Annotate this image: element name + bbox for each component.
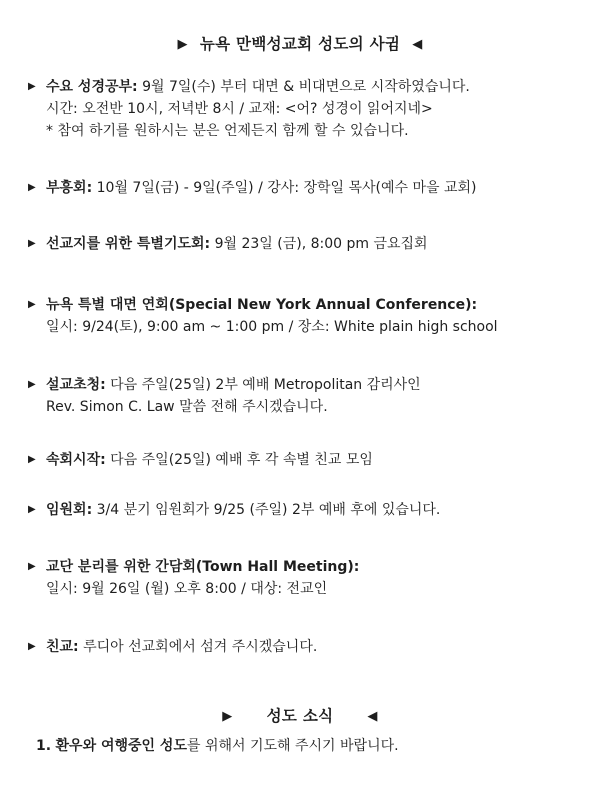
announcement-label: 친교: [46,639,79,655]
announcement-text: 일시: 9월 26일 (월) 오후 8:00 / 대상: 전교인 [46,581,328,597]
bullet-icon: ▶ [28,299,36,310]
bullet-icon: ▶ [28,561,36,572]
bullet-icon: ▶ [28,454,36,465]
announcement-text: Rev. Simon C. Law 말씀 전해 주시겠습니다. [46,399,328,415]
announcement-text: 9월 23일 (금), 8:00 pm 금요집회 [214,236,428,252]
section-title: 성도 소식 [266,707,334,725]
announcement-text: 루디아 선교회에서 섬겨 주시겠습니다. [83,639,318,655]
announcement-text: 일시: 9/24(토), 9:00 am ~ 1:00 pm / 장소: White plain high school [46,319,498,335]
announcement-text: 3/4 분기 임원회가 9/25 (주일) 2부 예배 후에 있습니다. [96,502,441,518]
announcement-label: 속회시작: [46,452,106,468]
news-text: 를 위해서 기도해 주시기 바랍니다. [186,738,399,754]
bullet-icon: ▶ [28,182,36,193]
announcement-text: 시간: 오전반 10시, 저녁반 8시 / 교재: <어? 성경이 읽어지네> [46,101,433,117]
bullet-icon: ▶ [28,81,36,92]
right-triangle-icon: ▶ [222,709,233,724]
bullet-icon: ▶ [28,379,36,390]
bullet-icon: ▶ [28,504,36,515]
announcement-label: 임원회: [46,502,93,518]
announcement-label: 수요 성경공부: [46,79,138,95]
announcement-label: 부흥회: [46,180,93,196]
left-triangle-icon: ◀ [412,37,423,52]
news-item [36,735,399,757]
news-bold-text: 환우와 여행중인 성도 [55,738,187,754]
announcement-label: 선교지를 위한 특별기도회: [46,236,211,252]
announcement-text: 10월 7일(금) - 9일(주일) / 강사: 장학일 목사(예수 마을 교회) [96,180,477,196]
section-title: 뉴욕 만백성교회 성도의 사귐 [199,35,401,53]
announcement-text: 다음 주일(25일) 예배 후 각 속별 친교 모임 [110,452,373,468]
section-header-member-news [0,704,600,726]
announcement-text: 9월 7일(수) 부터 대면 & 비대면으로 시작하였습니다. [142,79,470,95]
announcement-text: 다음 주일(25일) 2부 예배 Metropolitan 감리사인 [110,377,421,393]
bullet-icon: ▶ [28,238,36,249]
news-number: 1. [36,738,52,754]
announcement-text: * 참여 하기를 원하시는 분은 언제든지 함께 할 수 있습니다. [46,123,409,139]
right-triangle-icon: ▶ [177,37,188,52]
section-header-fellowship [0,32,600,54]
announcement-label: 설교초청: [46,377,106,393]
bullet-icon: ▶ [28,641,36,652]
announcement-label: 교단 분리를 위한 간담회(Town Hall Meeting): [46,559,360,575]
announcement-label: 뉴욕 특별 대면 연회(Special New York Annual Conference): [46,297,478,313]
left-triangle-icon: ◀ [367,709,378,724]
